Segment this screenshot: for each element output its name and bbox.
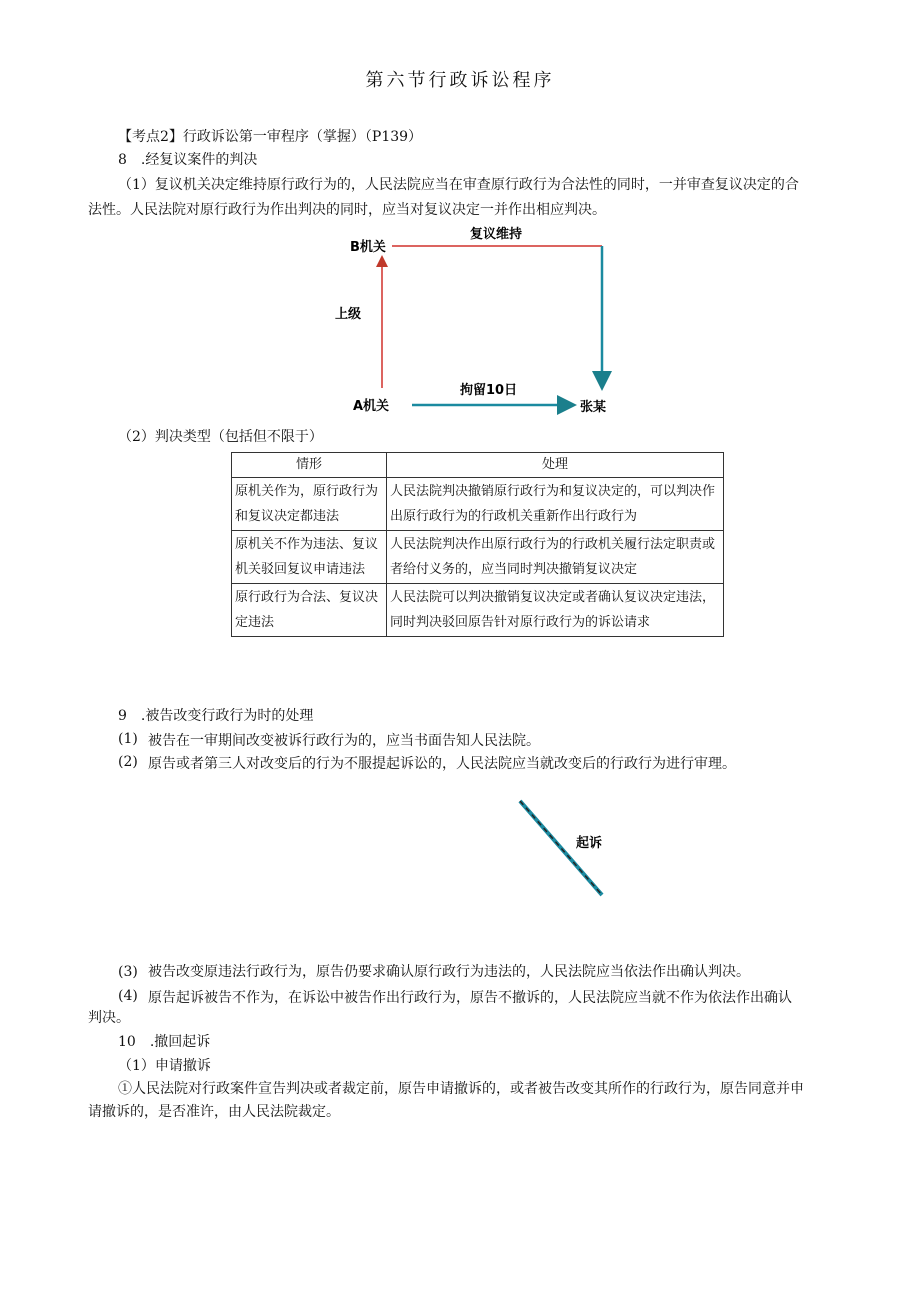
section-9-item-2-text: 原告或者第三人对改变后的行为不服提起诉讼的，人民法院应当就改变后的行政行为进行审理。 (148, 756, 736, 772)
table-row (232, 478, 724, 531)
section-8-heading: 8 .经复议案件的判决 (118, 152, 258, 168)
table-row (232, 531, 724, 584)
table-cell: 原机关作为，原行政行为和复议决定都违法 (232, 478, 387, 531)
section-9-item-4-text: 原告起诉被告不作为，在诉讼中被告作出行政行为，原告不撤诉的，人民法院应当就不作为依法作出确认 (148, 990, 792, 1006)
table-cell: 原机关不作为违法、复议机关驳回复议申请违法 (232, 531, 387, 584)
zhang-label: 张某 (580, 400, 607, 415)
review-flow-diagram (320, 218, 620, 423)
section-9-item-2-num: (2) (118, 754, 138, 770)
superior-label: 上级 (335, 307, 362, 322)
section-10-heading: 10 .撤回起诉 (118, 1034, 211, 1050)
table-cell: 人民法院可以判决撤销复议决定或者确认复议决定违法，同时判决驳回原告针对原行政行为的诉讼请求 (387, 584, 724, 637)
b-agency-label: B机关 (350, 240, 386, 255)
table-header-situation: 情形 (232, 453, 387, 478)
table-header-handling: 处理 (387, 453, 724, 478)
table-header-row (232, 453, 724, 478)
detention-label: 拘留10日 (460, 383, 518, 398)
lawsuit-label: 起诉 (576, 836, 603, 851)
table-row (232, 584, 724, 637)
table-cell: 原行政行为合法、复议决定违法 (232, 584, 387, 637)
section-9-item-3-text: 被告改变原违法行政行为，原告仍要求确认原行政行为违法的，人民法院应当依法作出确认判决。 (148, 964, 750, 980)
table-cell: 人民法院判决撤销原行政行为和复议决定的，可以判决作出原行政行为的行政机关重新作出行政行为 (387, 478, 724, 531)
section-10-para-line-1: ①人民法院对行政案件宣告判决或者裁定前，原告申请撤诉的，或者被告改变其所作的行政行为，原告同意并申 (118, 1081, 804, 1097)
page-title: 第六节行政诉讼程序 (365, 70, 555, 91)
kaodian-heading: 【考点2】行政诉讼第一审程序（掌握）（P139） (118, 129, 423, 145)
section-10-para-line-2: 请撤诉的，是否准许，由人民法院裁定。 (88, 1104, 340, 1120)
section-9-item-3-num: (3) (118, 964, 138, 980)
section-8-para-1-line-2: 法性。人民法院对原行政行为作出判决的同时，应当对复议决定一并作出相应判决。 (88, 202, 606, 218)
judgment-types-table (231, 452, 724, 637)
section-9-item-4-cont: 判决。 (88, 1010, 130, 1026)
section-10-sub-1: （1）申请撤诉 (118, 1058, 211, 1074)
section-8-para-2: （2）判决类型（包括但不限于） (118, 429, 323, 445)
lawsuit-diagram (510, 795, 630, 905)
section-9-item-4-num: (4) (118, 988, 138, 1004)
a-agency-label: A机关 (353, 399, 390, 414)
section-9-heading: 9 .被告改变行政行为时的处理 (118, 708, 314, 724)
review-maintain-label: 复议维持 (470, 227, 523, 242)
section-9-item-1-num: (1) (118, 731, 138, 747)
section-9-item-1-text: 被告在一审期间改变被诉行政行为的，应当书面告知人民法院。 (148, 733, 540, 749)
section-8-para-1-line-1: （1）复议机关决定维持原行政行为的，人民法院应当在审查原行政行为合法性的同时，一并审查复议决定的合 (118, 177, 799, 193)
table-cell: 人民法院判决作出原行政行为的行政机关履行法定职责或者给付义务的，应当同时判决撤销复议决定 (387, 531, 724, 584)
